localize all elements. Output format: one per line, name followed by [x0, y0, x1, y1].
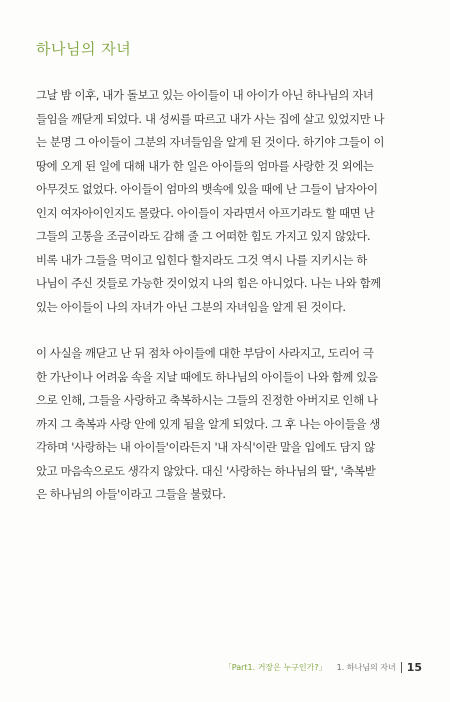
- footer-chapter-label: 1. 하나님의 자녀: [336, 663, 396, 672]
- text-line: 까지 그 축복과 사랑 안에 있게 됨을 알게 되었다. 그 후 나는 아이들을 생: [36, 416, 381, 431]
- paragraph-2: [36, 342, 424, 507]
- text-line: 는 분명 그 아이들이 그분의 자녀들임을 알게 된 것이다. 하기야 그들이 이: [36, 135, 385, 149]
- text-line: 비록 내가 그들을 먹이고 입힌다 할지라도 그것 역시 나를 지키시는 하: [36, 252, 368, 267]
- text-line: 들임을 깨닫게 되었다. 내 성씨를 따르고 내가 사는 집에 살고 있었지만 나: [36, 111, 385, 126]
- section-title: 하나님의 자녀: [36, 40, 132, 58]
- text-line: 그들의 고통을 조금이라도 감해 줄 그 어떠한 힘도 가지고 있지 않았다.: [36, 229, 371, 243]
- text-line: 나님이 주신 것들로 가능한 것이었지 나의 힘은 아니었다. 나는 나와 함께: [36, 276, 381, 290]
- footer-divider: [401, 662, 402, 673]
- text-line: 한 가난이나 어려움 속을 지날 때에도 하나님의 아이들이 나와 함께 있음: [36, 369, 378, 384]
- page-number: 15: [406, 661, 422, 674]
- text-line: 으로 인해, 그들을 사랑하고 축복하시는 그들의 진정한 아버지로 인해 나: [36, 393, 378, 407]
- text-line: 있는 아이들이 나의 자녀가 아닌 그분의 자녀임을 알게 된 것이다.: [36, 299, 346, 314]
- text-line: 았고 마음속으로도 생각지 않았다. 대신 '사랑하는 하나님의 딸', '축복받: [36, 463, 376, 478]
- text-line: 은 하나님의 아들'이라고 그들을 불렀다.: [36, 487, 226, 501]
- text-line: 각하며 '사랑하는 내 아이들'이라든지 '내 자식'이란 말을 입에도 담지 않: [36, 440, 375, 454]
- text-line: 이 사실을 깨닫고 난 뒤 점차 아이들에 대한 부담이 사라지고, 도리어 극: [36, 346, 374, 360]
- footer-part-label: 「Part1. 거장은 누구인가?」: [223, 663, 327, 672]
- text-line: 땅에 오게 된 일에 대해 내가 한 일은 아이들의 엄마를 사랑한 것 외에는: [36, 158, 374, 173]
- text-line: 아무것도 없었다. 아이들이 엄마의 뱃속에 있을 때에 난 그들이 남자아이: [36, 182, 378, 196]
- text-line: 인지 여자아이인지도 몰랐다. 아이들이 자라면서 아프기라도 할 때면 난: [36, 205, 375, 220]
- paragraph-1: [36, 84, 424, 319]
- page-footer: [224, 661, 422, 674]
- text-line: 그날 밤 이후, 내가 돌보고 있는 아이들이 내 아이가 아닌 하나님의 자녀: [36, 88, 374, 102]
